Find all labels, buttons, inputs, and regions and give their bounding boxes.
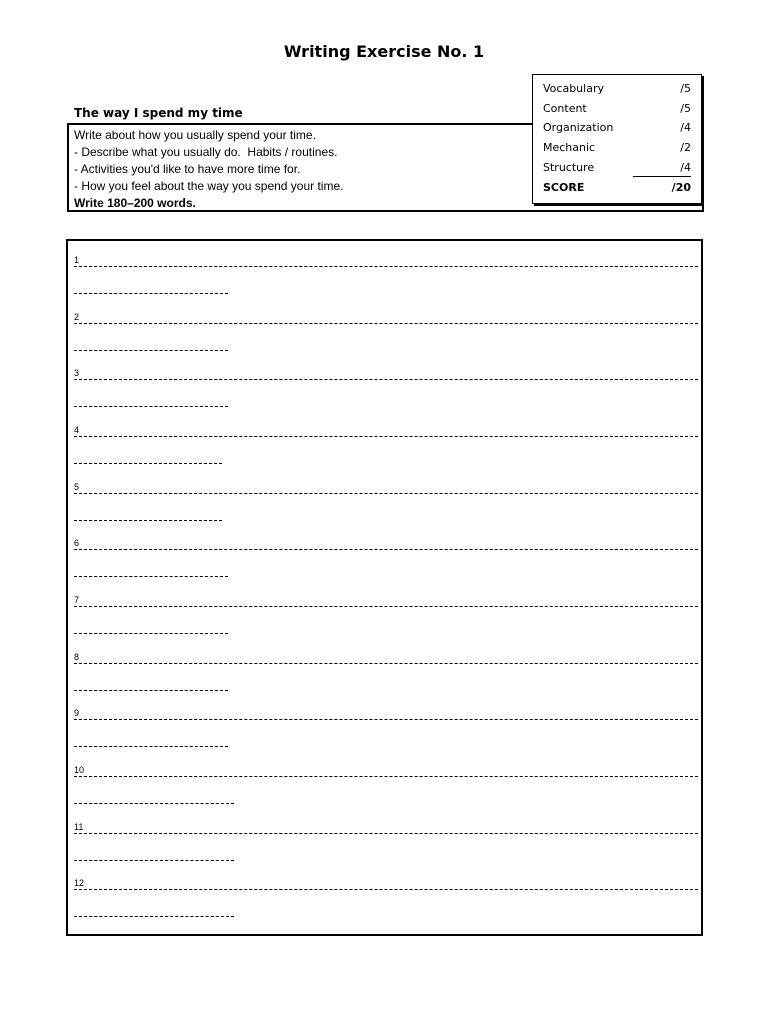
prompt-line: - Activities you'd like to have more time for. (74, 162, 301, 176)
line-number: 10 (74, 765, 85, 775)
prompt-line: - Describe what you usually do. Habits / routines. (74, 145, 338, 159)
dashed-rule-short (74, 576, 228, 577)
dashed-rule-short (74, 350, 228, 351)
dashed-rule-short (74, 860, 234, 861)
line-number: 11 (74, 822, 84, 832)
dashed-rule-short (74, 463, 222, 464)
dashed-rule (74, 323, 698, 324)
score-max: /2 (680, 141, 691, 154)
word-count-requirement: Write 180–200 words. (74, 196, 196, 210)
line-number: 9 (74, 708, 80, 718)
writing-line[interactable] (74, 595, 698, 607)
line-number: 1 (74, 255, 80, 265)
dashed-rule (74, 776, 698, 777)
score-total-label: SCORE (543, 181, 585, 194)
dashed-rule-short (74, 803, 234, 804)
score-max: /5 (680, 102, 691, 115)
dashed-rule (74, 719, 698, 720)
score-label: Vocabulary (543, 82, 604, 95)
dashed-rule (74, 833, 698, 834)
score-label: Structure (543, 161, 595, 174)
writing-line[interactable] (74, 255, 698, 267)
writing-line[interactable] (74, 765, 698, 777)
dashed-rule-short (74, 916, 234, 917)
score-underline (633, 176, 691, 177)
line-number: 3 (74, 368, 80, 378)
prompt-line: - How you feel about the way you spend your time. (74, 179, 344, 193)
score-row-structure (543, 161, 691, 179)
line-number: 6 (74, 538, 80, 548)
score-label: Mechanic (543, 141, 596, 154)
line-number: 5 (74, 482, 80, 492)
score-max: /4 (680, 121, 691, 134)
score-row-organization (543, 121, 691, 139)
line-number: 2 (74, 312, 80, 322)
score-row-total (543, 181, 691, 199)
writing-line[interactable] (74, 878, 698, 890)
score-max: /5 (680, 82, 691, 95)
score-row-content (543, 102, 691, 120)
writing-line[interactable] (74, 652, 698, 664)
score-label: Content (543, 102, 587, 115)
dashed-rule (74, 889, 698, 890)
writing-line[interactable] (74, 538, 698, 550)
dashed-rule (74, 549, 698, 550)
dashed-rule (74, 493, 698, 494)
dashed-rule (74, 606, 698, 607)
line-number: 8 (74, 652, 80, 662)
prompt-heading: The way I spend my time (74, 106, 243, 120)
score-max: /4 (680, 161, 691, 174)
writing-line[interactable] (74, 312, 698, 324)
dashed-rule-short (74, 746, 228, 747)
score-total-max: /20 (671, 181, 691, 194)
score-row-vocabulary (543, 82, 691, 100)
dashed-rule-short (74, 633, 228, 634)
score-box (532, 74, 702, 204)
dashed-rule (74, 379, 698, 380)
dashed-rule-short (74, 293, 228, 294)
dashed-rule (74, 663, 698, 664)
dashed-rule-short (74, 520, 222, 521)
page-title: Writing Exercise No. 1 (283, 42, 485, 61)
line-number: 4 (74, 425, 80, 435)
line-number: 7 (74, 595, 80, 605)
dashed-rule-short (74, 406, 228, 407)
writing-line[interactable] (74, 425, 698, 437)
writing-line[interactable] (74, 368, 698, 380)
dashed-rule-short (74, 690, 228, 691)
writing-area (66, 239, 703, 936)
prompt-line: Write about how you usually spend your time. (74, 128, 316, 142)
prompt-text (74, 127, 343, 212)
writing-line[interactable] (74, 482, 698, 494)
score-row-mechanic (543, 141, 691, 159)
dashed-rule (74, 266, 698, 267)
line-number: 12 (74, 878, 85, 888)
writing-line[interactable] (74, 822, 698, 834)
writing-line[interactable] (74, 708, 698, 720)
score-label: Organization (543, 121, 614, 134)
dashed-rule (74, 436, 698, 437)
